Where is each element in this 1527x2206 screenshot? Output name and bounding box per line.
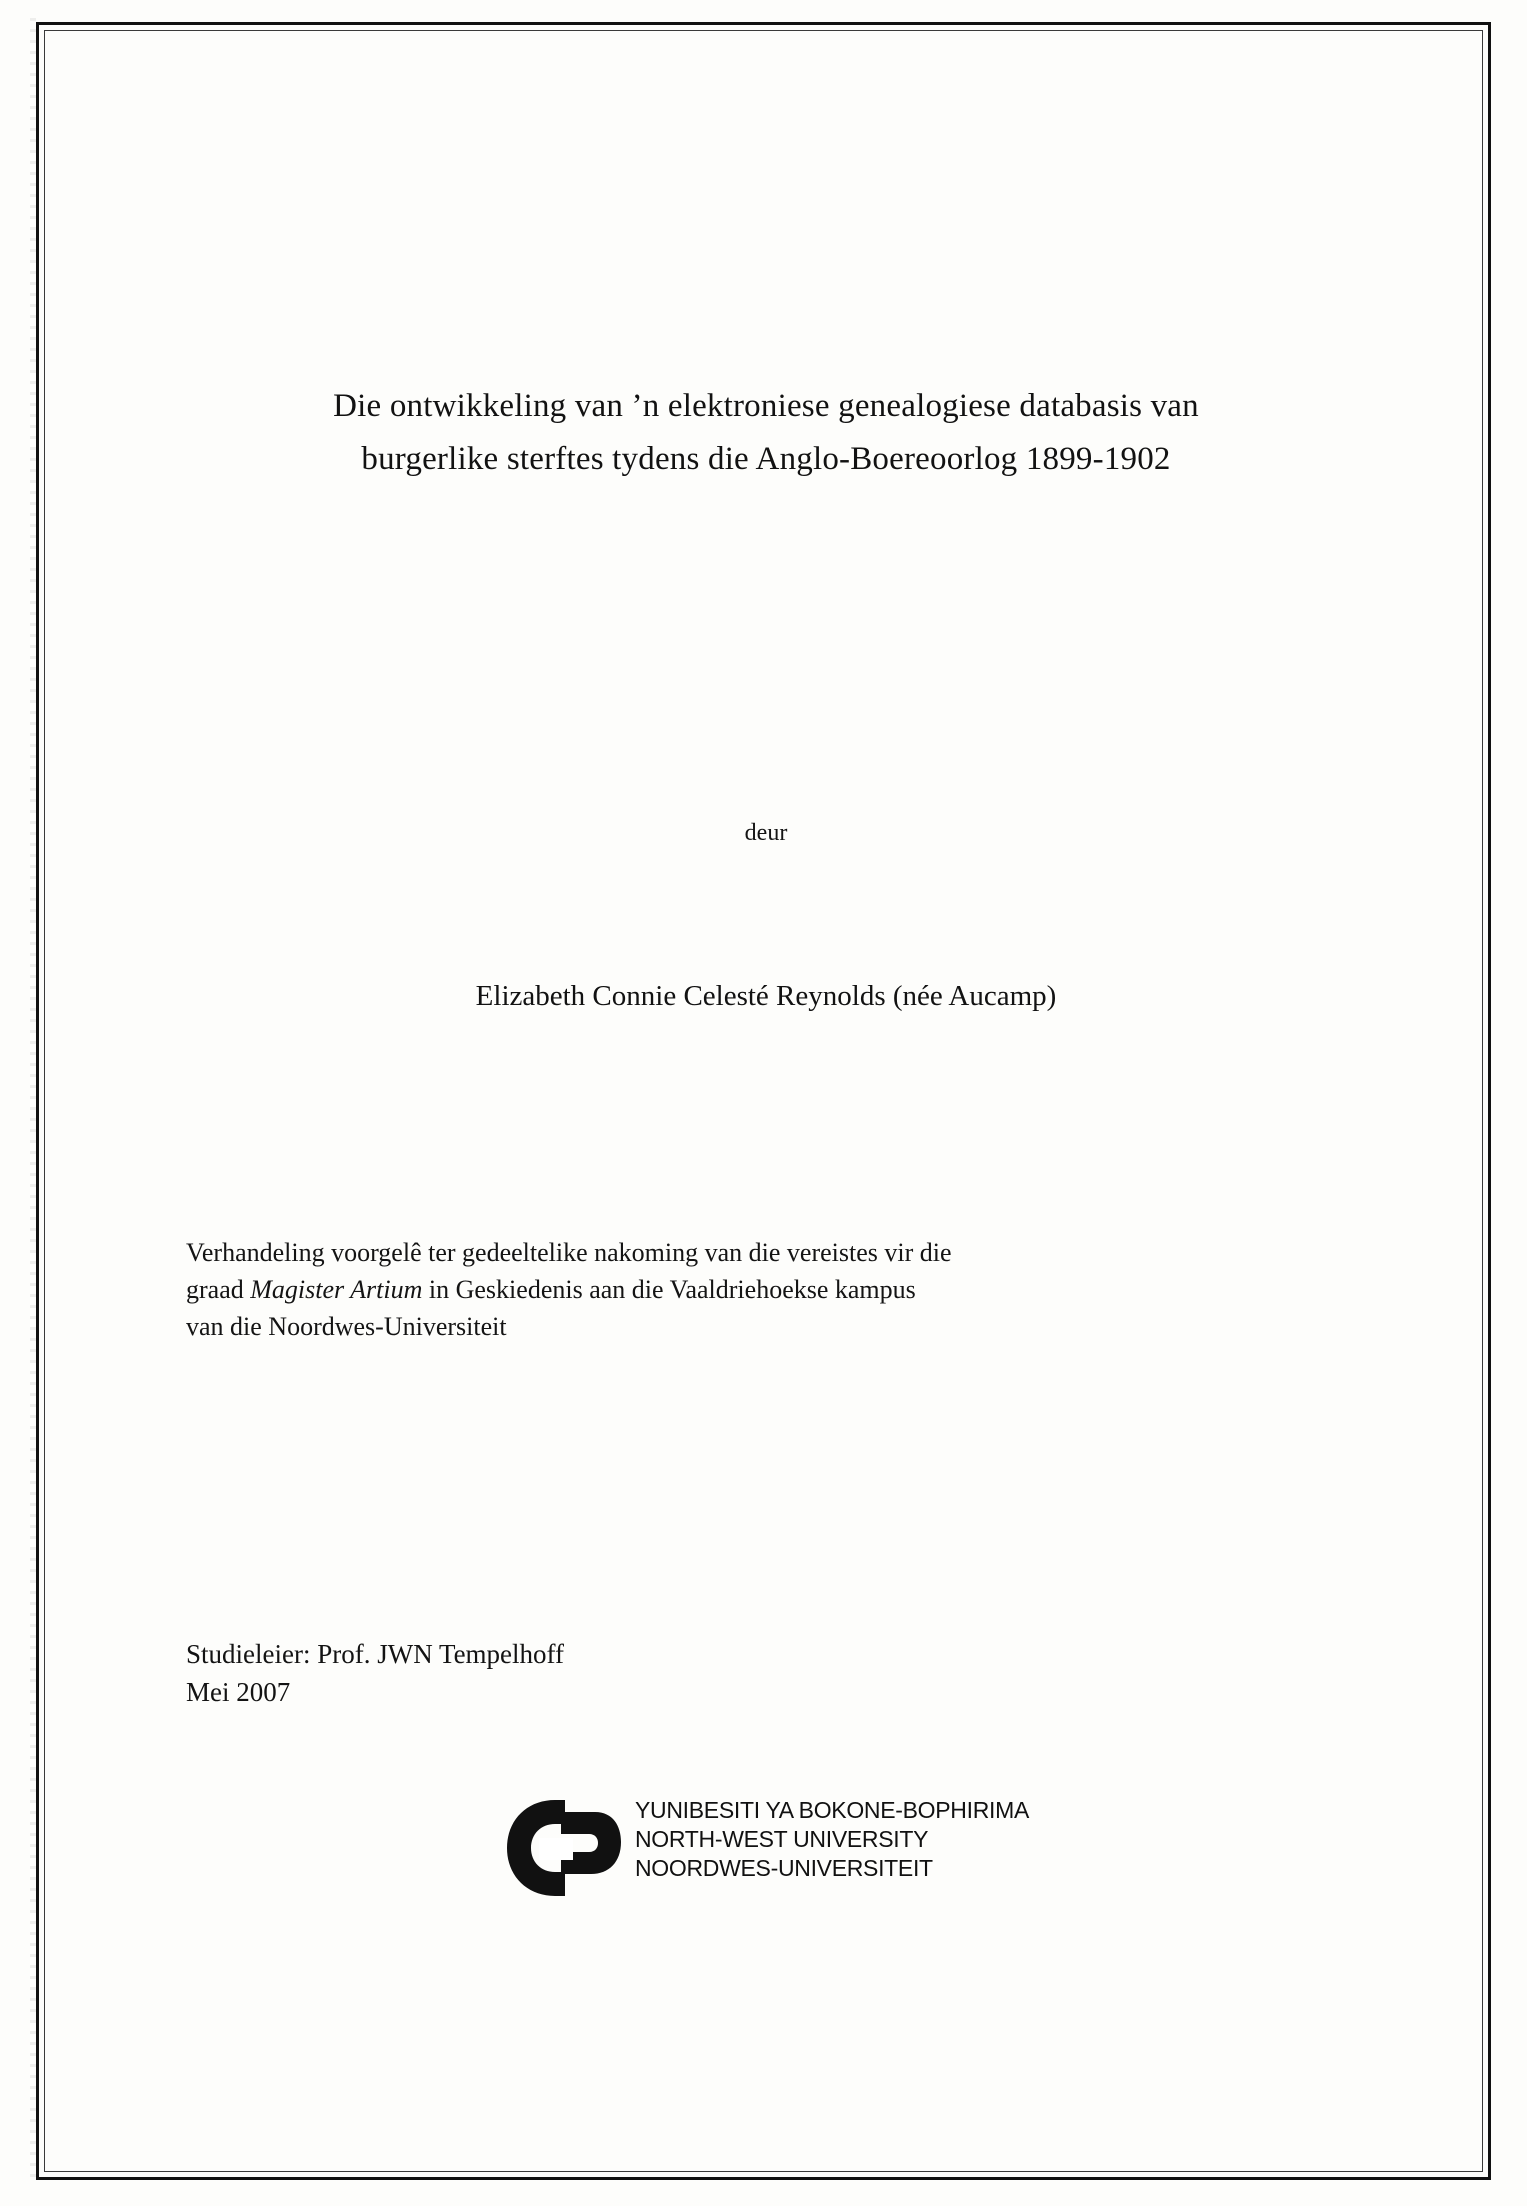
nwu-logo-icon [503, 1794, 625, 1902]
degree-statement-line-1: Verhandeling voorgelê ter gedeeltelike nakoming van die vereistes vir die [186, 1238, 952, 1267]
university-logo-line-1: YUNIBESITI YA BOKONE-BOPHIRIMA [634, 1797, 1030, 1823]
degree-statement-line-2 [186, 1272, 1346, 1309]
author-name: Elizabeth Connie Celesté Reynolds (née Aucamp) [475, 980, 1057, 1012]
title-line-2: burgerlike sterftes tydens die Anglo-Boereoorlog 1899-1902 [361, 441, 1171, 478]
by-label: deur [744, 820, 788, 846]
degree-name: Magister Artium [250, 1274, 423, 1304]
date-line: Mei 2007 [186, 1677, 291, 1708]
degree-statement [186, 1235, 1346, 1346]
university-logo [186, 1790, 1346, 1902]
university-logo-line-2: NORTH-WEST UNIVERSITY [634, 1825, 929, 1852]
degree-statement-line-3: van die Noordwes-Universiteit [186, 1311, 507, 1341]
title-page-content [186, 30, 1346, 2170]
supervisor-block [186, 1635, 1346, 1712]
degree-statement-line-2-suffix: in Geskiedenis aan die Vaaldriehoekse kampus [422, 1274, 916, 1304]
degree-statement-line-2-prefix: graad [186, 1274, 251, 1304]
university-logo-text [635, 1796, 1029, 1883]
university-logo-line-3: NOORDWES-UNIVERSITEIT [634, 1854, 933, 1881]
supervisor-line: Studieleier: Prof. JWN Tempelhoff [186, 1639, 565, 1669]
title-line-1: Die ontwikkeling van ’n elektroniese genealogiese databasis van [333, 388, 1199, 424]
page-title [186, 380, 1346, 487]
